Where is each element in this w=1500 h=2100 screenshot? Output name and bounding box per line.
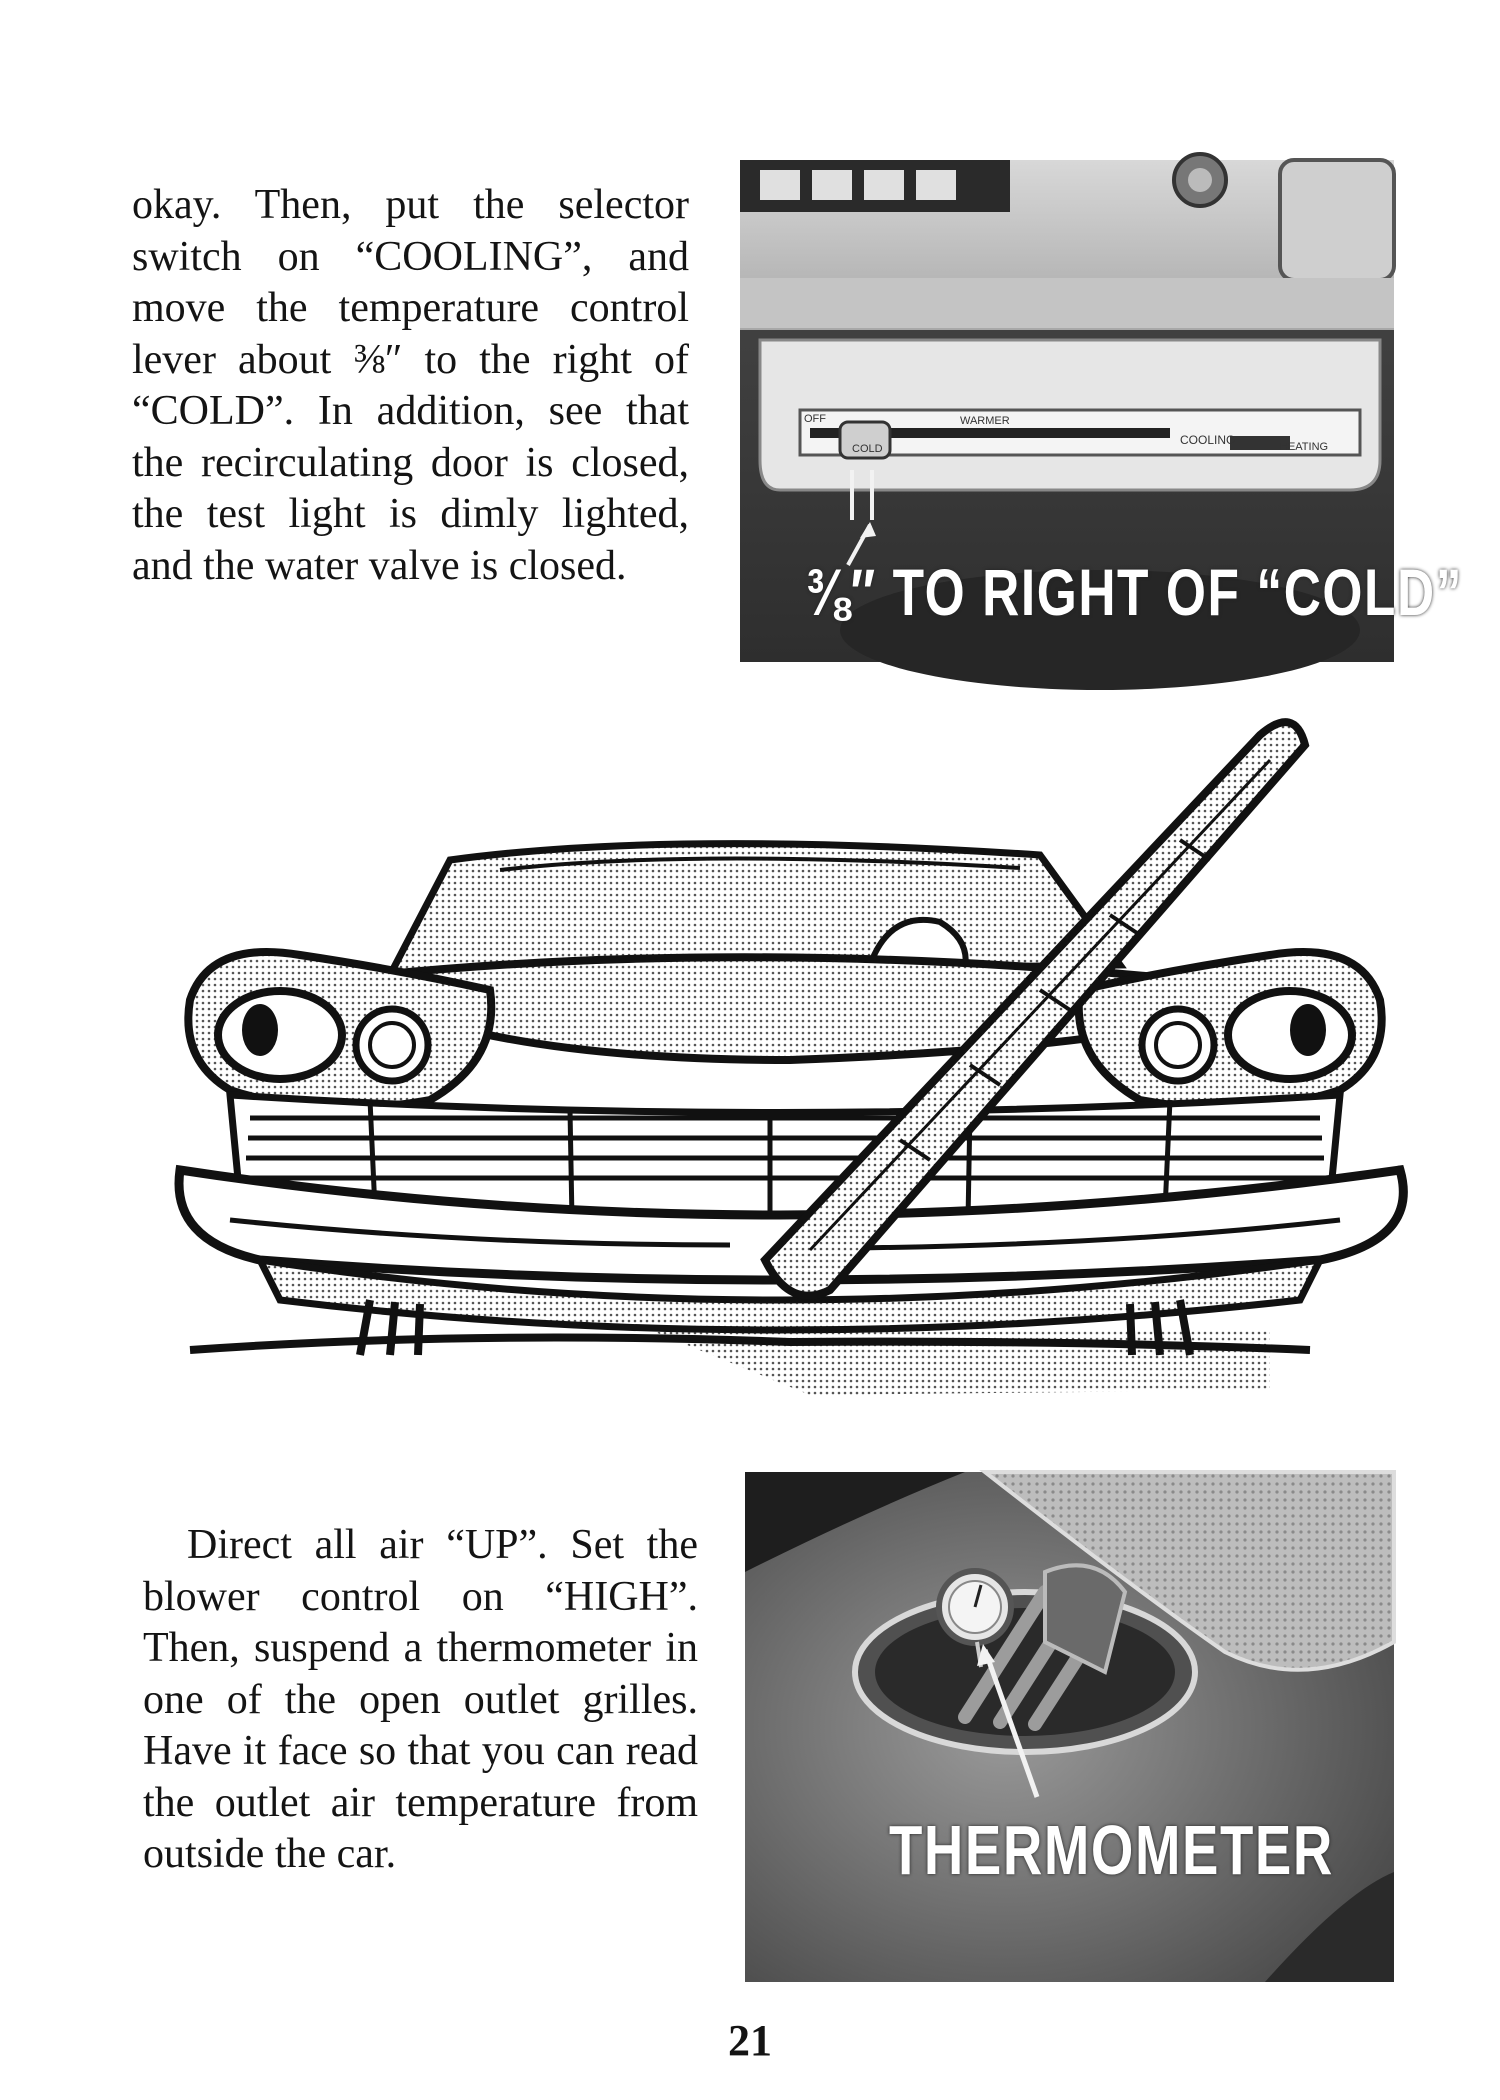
paragraph-selector-instructions: okay. Then, put the selector switch on “COOLING”, and move the temperature control lever about ⅜″ to the right of “COLD”. In addition, see that the recirculating door is closed, the test light is dimly lighted, and the water valve is closed. <box>132 182 689 589</box>
paragraph-thermometer-instructions <box>143 1520 698 1881</box>
label-heating: HEATING <box>1280 441 1329 453</box>
paragraph-thermometer-text: Direct all air “UP”. Set the blower control on “HIGH”. Then, suspend a thermometer in one of the open outlet grilles. Have it face so that you can read the outlet air temperature from outside the car. <box>143 1522 698 1877</box>
page-number: 21 <box>728 2016 772 2065</box>
label-off: OFF <box>804 413 826 425</box>
outlet-grille-illustration <box>745 1472 1394 1982</box>
caption-position-right-of-cold: ⅜″ TO RIGHT OF “COLD” <box>806 555 1464 629</box>
photo-thermometer-in-outlet <box>745 1472 1394 1982</box>
label-warmer: WARMER <box>960 415 1010 427</box>
label-cold: COLD <box>852 443 883 455</box>
car-thermometer-cartoon <box>170 700 1410 1410</box>
caption-thermometer: THERMOMETER <box>889 1811 1334 1889</box>
label-cooling: COOLING <box>1180 433 1236 447</box>
photo-temperature-control-panel <box>740 160 1464 662</box>
